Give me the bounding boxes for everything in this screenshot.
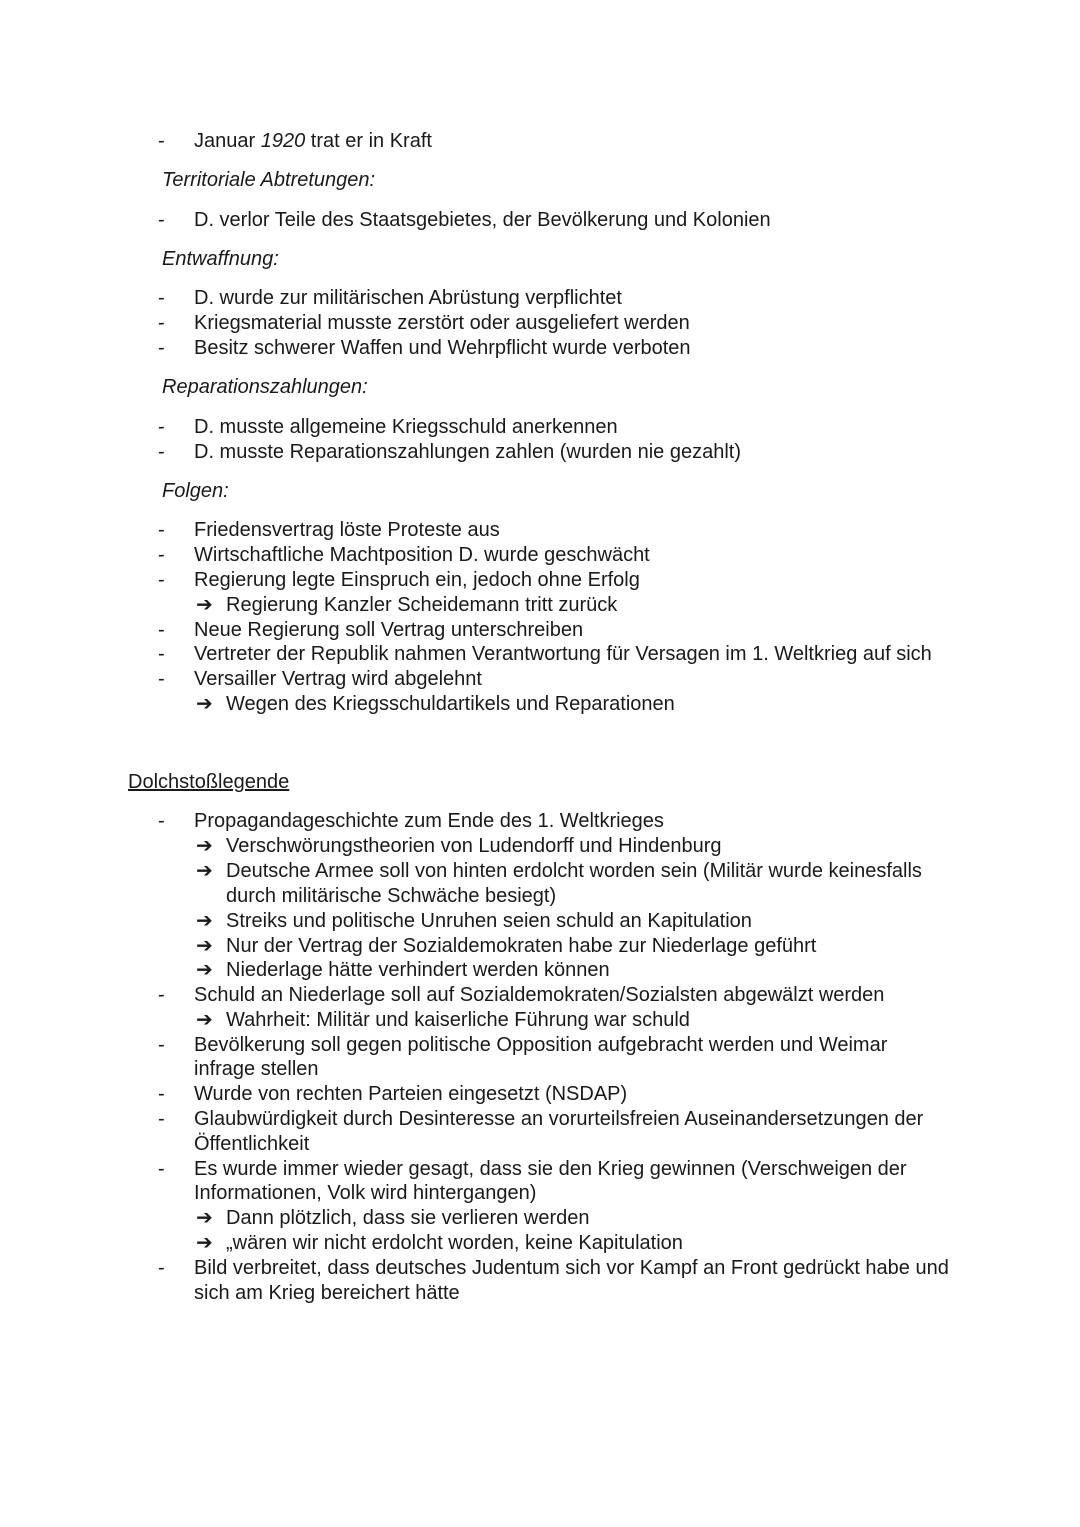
legend-item: Bevölkerung soll gegen politische Opposition aufgebracht werden und Weimar <box>194 1034 888 1056</box>
bullet-dash: - <box>158 337 165 359</box>
reparations-item: D. musste Reparationszahlungen zahlen (wurden nie gezahlt) <box>194 441 741 463</box>
bullet-dash: - <box>158 519 165 541</box>
bullet-dash: - <box>158 1034 165 1056</box>
consequences-subitem: Wegen des Kriegsschuldartikels und Reparationen <box>226 693 675 715</box>
legend-item: Glaubwürdigkeit durch Desinteresse an vorurteilsfreien Auseinandersetzungen der <box>194 1108 924 1130</box>
intro-text-a: Januar <box>194 130 261 152</box>
bullet-dash: - <box>158 984 165 1006</box>
consequences-item: Neue Regierung soll Vertrag unterschreiben <box>194 619 584 641</box>
legend-subitem: Niederlage hätte verhindert werden können <box>226 959 610 981</box>
consequences-item: Vertreter der Republik nahmen Verantwortung für Versagen im 1. Weltkrieg auf sich <box>194 643 932 665</box>
legend-item-cont: Informationen, Volk wird hintergangen) <box>194 1182 537 1204</box>
consequences-item: Friedensvertrag löste Proteste aus <box>194 519 500 541</box>
arrow-right-icon: ➔ <box>196 693 213 715</box>
legend-item-cont: infrage stellen <box>194 1058 319 1080</box>
bullet-dash: - <box>158 569 165 591</box>
heading-reparations: Reparationszahlungen: <box>162 376 368 398</box>
legend-subitem: Wahrheit: Militär und kaiserliche Führung war schuld <box>226 1009 690 1031</box>
consequences-item: Versailler Vertrag wird abgelehnt <box>194 668 482 690</box>
legend-subitem: Verschwörungstheorien von Ludendorff und Hindenburg <box>226 835 722 857</box>
bullet-dash: - <box>158 1108 165 1130</box>
legend-item: Schuld an Niederlage soll auf Sozialdemokraten/Sozialsten abgewälzt werden <box>194 984 885 1006</box>
consequences-item: Wirtschaftliche Machtposition D. wurde geschwächt <box>194 544 650 566</box>
legend-subitem-cont: durch militärische Schwäche besiegt) <box>226 885 557 907</box>
legend-subitem: „wären wir nicht erdolcht worden, keine Kapitulation <box>226 1232 683 1254</box>
arrow-right-icon: ➔ <box>196 935 213 957</box>
arrow-right-icon: ➔ <box>196 1232 213 1254</box>
arrow-right-icon: ➔ <box>196 594 213 616</box>
territorial-item: D. verlor Teile des Staatsgebietes, der Bevölkerung und Kolonien <box>194 209 771 231</box>
disarmament-item: Kriegsmaterial musste zerstört oder ausgeliefert werden <box>194 312 690 334</box>
legend-subitem: Deutsche Armee soll von hinten erdolcht worden sein (Militär wurde keinesfalls <box>226 860 922 882</box>
legend-item: Bild verbreitet, dass deutsches Judentum sich vor Kampf an Front gedrückt habe und <box>194 1257 949 1279</box>
intro-line <box>194 129 432 153</box>
bullet-dash: - <box>158 668 165 690</box>
bullet-dash: - <box>158 810 165 832</box>
bullet-dash: - <box>158 130 165 152</box>
legend-item: Es wurde immer wieder gesagt, dass sie den Krieg gewinnen (Verschweigen der <box>194 1158 907 1180</box>
reparations-item: D. musste allgemeine Kriegsschuld anerkennen <box>194 416 618 438</box>
legend-subitem: Streiks und politische Unruhen seien schuld an Kapitulation <box>226 910 752 932</box>
legend-subitem: Dann plötzlich, dass sie verlieren werden <box>226 1207 590 1229</box>
bullet-dash: - <box>158 544 165 566</box>
legend-item: Propagandageschichte zum Ende des 1. Weltkrieges <box>194 810 664 832</box>
disarmament-item: Besitz schwerer Waffen und Wehrpflicht wurde verboten <box>194 337 691 359</box>
intro-text-b: trat er in Kraft <box>305 130 432 152</box>
bullet-dash: - <box>158 643 165 665</box>
consequences-subitem: Regierung Kanzler Scheidemann tritt zurück <box>226 594 618 616</box>
disarmament-item: D. wurde zur militärischen Abrüstung verpflichtet <box>194 287 622 309</box>
legend-item-cont: Öffentlichkeit <box>194 1133 310 1155</box>
arrow-right-icon: ➔ <box>196 860 213 882</box>
bullet-dash: - <box>158 209 165 231</box>
legend-item-cont: sich am Krieg bereichert hätte <box>194 1282 460 1304</box>
heading-consequences: Folgen: <box>162 480 229 502</box>
bullet-dash: - <box>158 441 165 463</box>
arrow-right-icon: ➔ <box>196 1207 213 1229</box>
bullet-dash: - <box>158 312 165 334</box>
bullet-dash: - <box>158 619 165 641</box>
bullet-dash: - <box>158 1158 165 1180</box>
heading-territorial: Territoriale Abtretungen: <box>162 169 376 191</box>
bullet-dash: - <box>158 1083 165 1105</box>
arrow-right-icon: ➔ <box>196 835 213 857</box>
section-title: Dolchstoßlegende <box>128 771 290 793</box>
arrow-right-icon: ➔ <box>196 959 213 981</box>
intro-year: 1920 <box>260 130 306 152</box>
bullet-dash: - <box>158 416 165 438</box>
bullet-dash: - <box>158 287 165 309</box>
arrow-right-icon: ➔ <box>196 910 213 932</box>
bullet-dash: - <box>158 1257 165 1279</box>
consequences-item: Regierung legte Einspruch ein, jedoch ohne Erfolg <box>194 569 640 591</box>
legend-subitem: Nur der Vertrag der Sozialdemokraten habe zur Niederlage geführt <box>226 935 817 957</box>
legend-item: Wurde von rechten Parteien eingesetzt (NSDAP) <box>194 1083 628 1105</box>
arrow-right-icon: ➔ <box>196 1009 213 1031</box>
heading-disarmament: Entwaffnung: <box>162 248 279 270</box>
